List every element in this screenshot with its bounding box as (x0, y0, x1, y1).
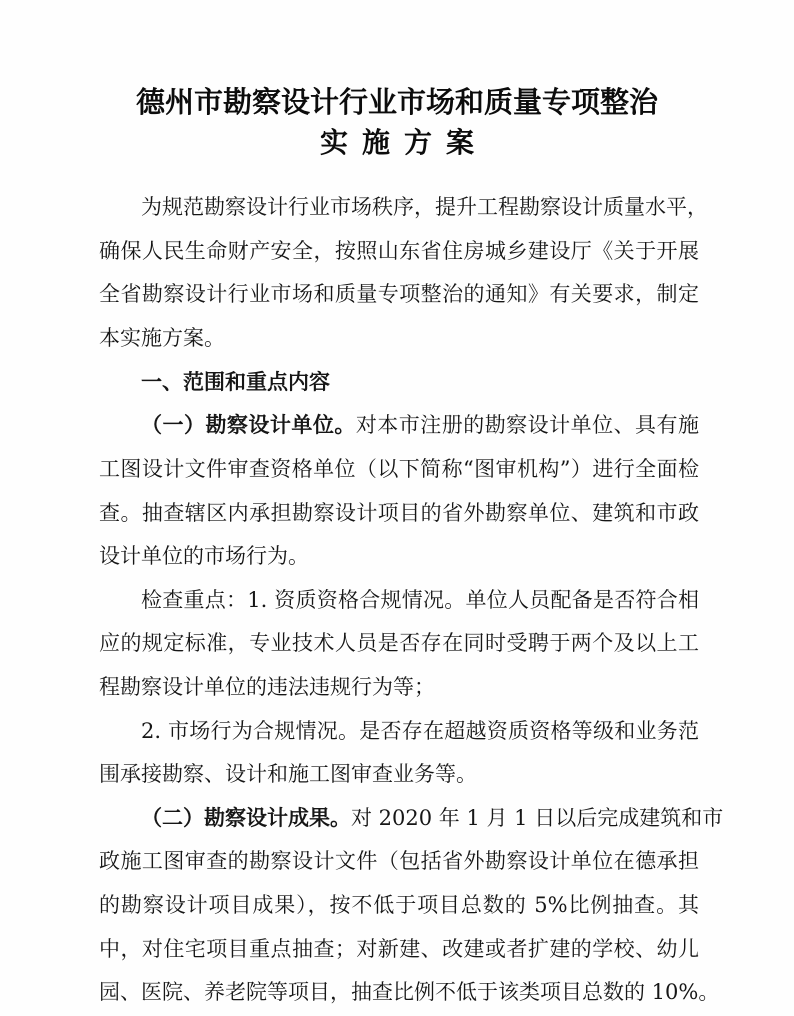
document-subtitle: 实施方案 (319, 126, 488, 159)
body-text-line (99, 279, 699, 309)
body-text-line (141, 192, 708, 222)
body-text-line (99, 672, 699, 702)
line-text: 工图设计文件审查资格单位（以下简称“图审机构”）进行全面检 (99, 457, 699, 481)
document-title: 德州市勘察设计行业市场和质量专项整治 (135, 85, 658, 119)
body-text-line (141, 716, 699, 746)
body-text-line (99, 541, 699, 571)
body-text-line (99, 323, 699, 353)
body-text-line (99, 236, 699, 266)
line-text: 园、医院、养老院等项目，抽查比例不低于该类项目总数的 10%。 (99, 980, 720, 1004)
subsection-heading: （二）勘察设计成果。 (141, 806, 351, 830)
line-text: 程勘察设计单位的违法违规行为等； (99, 675, 435, 699)
line-text: 应的规定标准，专业技术人员是否存在同时受聘于两个及以上工 (99, 631, 699, 655)
body-text-line (141, 803, 724, 833)
body-text-line (141, 585, 699, 615)
subsection-heading: （一）勘察设计单位。 (141, 413, 356, 437)
line-text: 全省勘察设计行业市场和质量专项整治的通知》有关要求，制定 (99, 282, 699, 306)
body-text-line (99, 846, 699, 876)
line-text: 为规范勘察设计行业市场秩序，提升工程勘察设计质量水平， (141, 195, 708, 219)
line-text: 对本市注册的勘察设计单位、具有施 (355, 413, 700, 437)
body-text-line (99, 890, 699, 920)
line-text: 对 2020 年 1 月 1 日以后完成建筑和市 (351, 806, 724, 830)
body-text-line (141, 410, 699, 440)
body-text-line (99, 759, 699, 789)
body-text-line (99, 498, 699, 528)
line-text: 的勘察设计项目成果），按不低于项目总数的 5%比例抽查。其 (99, 893, 699, 917)
line-text: 中，对住宅项目重点抽查；对新建、改建或者扩建的学校、幼儿 (99, 937, 699, 961)
line-text: 政施工图审查的勘察设计文件（包括省外勘察设计单位在德承担 (99, 849, 699, 873)
line-text: 一、范围和重点内容 (141, 370, 330, 394)
line-text: 2. 市场行为合规情况。是否存在超越资质资格等级和业务范 (141, 719, 699, 743)
line-text: 查。抽查辖区内承担勘察设计项目的省外勘察单位、建筑和市政 (99, 501, 699, 525)
line-text: 确保人民生命财产安全，按照山东省住房城乡建设厅《关于开展 (99, 239, 699, 263)
line-text: 设计单位的市场行为。 (99, 544, 309, 568)
body-text-line (99, 454, 699, 484)
section-heading (141, 367, 699, 397)
body-text-line (99, 934, 699, 964)
line-text: 检查重点：1. 资质资格合规情况。单位人员配备是否符合相 (141, 588, 699, 612)
line-text: 本实施方案。 (99, 326, 225, 350)
body-text-line (99, 977, 720, 1007)
body-text-line (99, 628, 699, 658)
line-text: 围承接勘察、设计和施工图审查业务等。 (99, 762, 477, 786)
